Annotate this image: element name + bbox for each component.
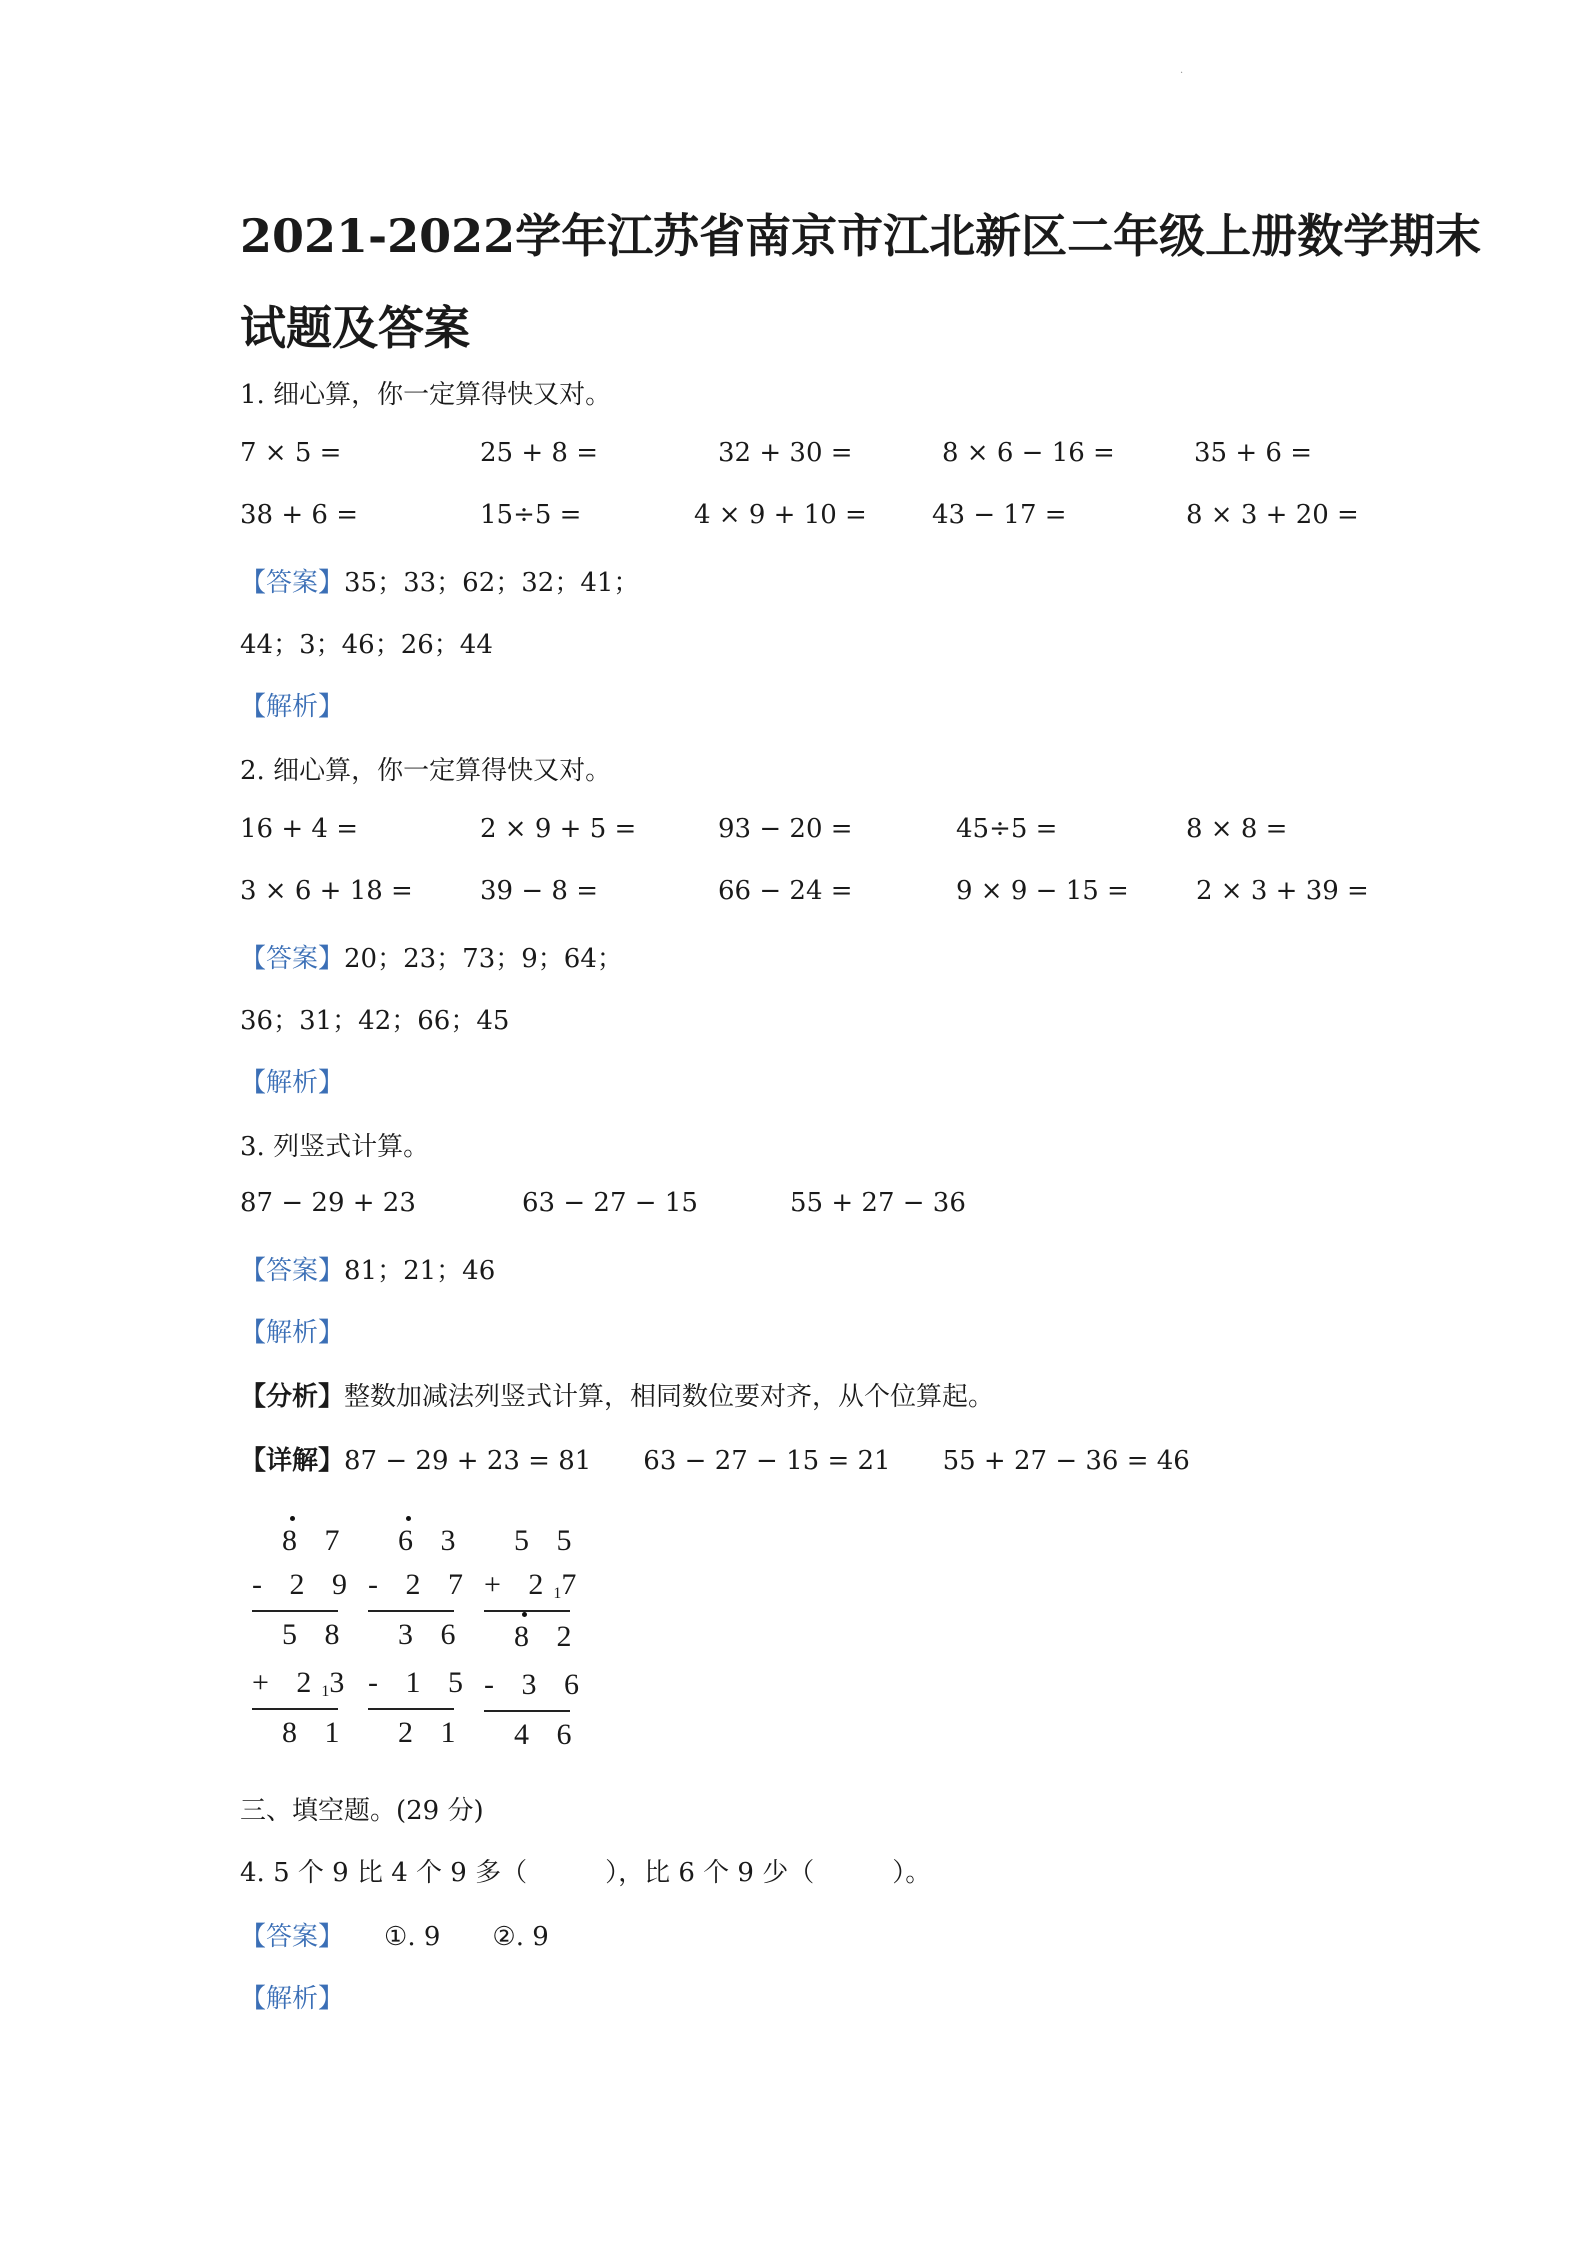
vertical-line bbox=[252, 1610, 338, 1612]
vertical-line bbox=[484, 1710, 570, 1712]
q3-analysis-tag: 【解析】 bbox=[240, 1318, 345, 1348]
answer-tag: 【答案】 bbox=[240, 944, 345, 974]
vertical-row: 2 1 bbox=[398, 1716, 466, 1749]
vertical-row: - 2 9 bbox=[252, 1568, 357, 1601]
q2-prompt: 2. 细心算，你一定算得快又对。 bbox=[240, 756, 612, 786]
corner-mark: · bbox=[1180, 68, 1184, 79]
q2-item: 9 × 9 − 15 = bbox=[956, 876, 1129, 906]
xiangjie-tag: 【详解】 bbox=[240, 1446, 345, 1476]
answer-text: 35；33；62；32；41； bbox=[344, 568, 640, 598]
vertical-row: 8 1 bbox=[282, 1716, 350, 1749]
q1-item: 7 × 5 = bbox=[240, 438, 342, 468]
vertical-line bbox=[368, 1708, 454, 1710]
q1-item: 25 + 8 = bbox=[480, 438, 598, 468]
section-heading: 三、填空题。(29 分) bbox=[240, 1796, 484, 1826]
q4-analysis-tag: 【解析】 bbox=[240, 1984, 345, 2014]
q2-item: 2 × 3 + 39 = bbox=[1196, 876, 1369, 906]
q2-item: 16 + 4 = bbox=[240, 814, 358, 844]
q3-expr: 55 + 27 − 36 bbox=[790, 1188, 966, 1218]
q2-analysis-tag: 【解析】 bbox=[240, 1068, 345, 1098]
vertical-row: 5 5 bbox=[514, 1524, 582, 1557]
q1-prompt: 1. 细心算，你一定算得快又对。 bbox=[240, 380, 612, 410]
vertical-row: - 1 5 bbox=[368, 1666, 473, 1699]
vertical-calc-3 bbox=[480, 1512, 589, 1762]
vertical-line bbox=[368, 1610, 454, 1612]
vertical-line bbox=[484, 1610, 570, 1612]
vertical-row: 4 6 bbox=[514, 1718, 582, 1751]
q2-item: 93 − 20 = bbox=[718, 814, 853, 844]
fenxi-text: 整数加减法列竖式计算，相同数位要对齐，从个位算起。 bbox=[344, 1382, 995, 1412]
vertical-row: 5 8 bbox=[282, 1618, 350, 1651]
q3-expr: 63 − 27 − 15 bbox=[522, 1188, 698, 1218]
vertical-row: - 3 6 bbox=[484, 1668, 589, 1701]
answer-text: 20；23；73；9；64； bbox=[344, 944, 623, 974]
q3-prompt: 3. 列竖式计算。 bbox=[240, 1132, 430, 1162]
q1-item: 8 × 6 − 16 = bbox=[942, 438, 1115, 468]
vertical-row-part: + 2 bbox=[252, 1666, 322, 1699]
carry-dot bbox=[406, 1516, 411, 1521]
q1-item: 38 + 6 = bbox=[240, 500, 358, 530]
title-line-1: 2021-2022学年江苏省南京市江北新区二年级上册数学期末 bbox=[240, 209, 1482, 263]
q1-item: 32 + 30 = bbox=[718, 438, 853, 468]
q4-answer bbox=[240, 1916, 549, 1953]
vertical-calc-2 bbox=[364, 1512, 473, 1752]
carry-subscript: 1 bbox=[553, 1585, 562, 1602]
vertical-line bbox=[252, 1708, 338, 1710]
q1-analysis-tag: 【解析】 bbox=[240, 692, 345, 722]
vertical-calc-1 bbox=[248, 1512, 357, 1752]
vertical-row: 8 2 bbox=[514, 1620, 582, 1653]
vertical-row: 3 6 bbox=[398, 1618, 466, 1651]
carry-dot bbox=[290, 1516, 295, 1521]
vertical-row-part: 3 bbox=[329, 1666, 355, 1699]
q2-item: 2 × 9 + 5 = bbox=[480, 814, 637, 844]
q2-item: 66 − 24 = bbox=[718, 876, 853, 906]
vertical-row bbox=[484, 1568, 586, 1603]
q2-answer bbox=[240, 938, 623, 975]
xiangjie-text: 87 − 29 + 23 = 81 63 − 27 − 15 = 21 55 + 27 − 36 = 46 bbox=[344, 1446, 1190, 1476]
carry-dot bbox=[522, 1612, 527, 1617]
answer-text: 81；21；46 bbox=[344, 1256, 496, 1286]
q1-item: 43 − 17 = bbox=[932, 500, 1067, 530]
q4-prompt: 4. 5 个 9 比 4 个 9 多（ ），比 6 个 9 少（ ）。 bbox=[240, 1858, 932, 1888]
answer-tag: 【答案】 bbox=[240, 568, 345, 598]
q1-item: 15÷5 = bbox=[480, 500, 582, 530]
fenxi-tag: 【分析】 bbox=[240, 1382, 345, 1412]
q3-expr: 87 − 29 + 23 bbox=[240, 1188, 416, 1218]
q1-answer-cont: 44；3；46；26；44 bbox=[240, 630, 493, 660]
answer-tag: 【答案】 bbox=[240, 1256, 345, 1286]
vertical-row: 6 3 bbox=[398, 1524, 466, 1557]
vertical-row: 8 7 bbox=[282, 1524, 350, 1557]
q2-item: 39 − 8 = bbox=[480, 876, 598, 906]
vertical-row-part: 7 bbox=[561, 1568, 587, 1601]
q1-answer bbox=[240, 562, 639, 599]
carry-subscript: 1 bbox=[321, 1683, 330, 1700]
vertical-row bbox=[252, 1666, 354, 1701]
q2-item: 8 × 8 = bbox=[1186, 814, 1288, 844]
q1-item: 35 + 6 = bbox=[1194, 438, 1312, 468]
q2-item: 45÷5 = bbox=[956, 814, 1058, 844]
q3-fenxi bbox=[240, 1376, 994, 1413]
q2-item: 3 × 6 + 18 = bbox=[240, 876, 413, 906]
q1-item: 4 × 9 + 10 = bbox=[694, 500, 867, 530]
vertical-row-part: + 2 bbox=[484, 1568, 554, 1601]
q1-item: 8 × 3 + 20 = bbox=[1186, 500, 1359, 530]
answer-text: ①. 9 ②. 9 bbox=[384, 1922, 549, 1952]
vertical-row: - 2 7 bbox=[368, 1568, 473, 1601]
q2-answer-cont: 36；31；42；66；45 bbox=[240, 1006, 510, 1036]
answer-tag: 【答案】 bbox=[240, 1922, 345, 1952]
title-line-2: 试题及答案 bbox=[240, 301, 470, 355]
q3-xiangjie bbox=[240, 1440, 1190, 1477]
q3-answer bbox=[240, 1250, 495, 1287]
